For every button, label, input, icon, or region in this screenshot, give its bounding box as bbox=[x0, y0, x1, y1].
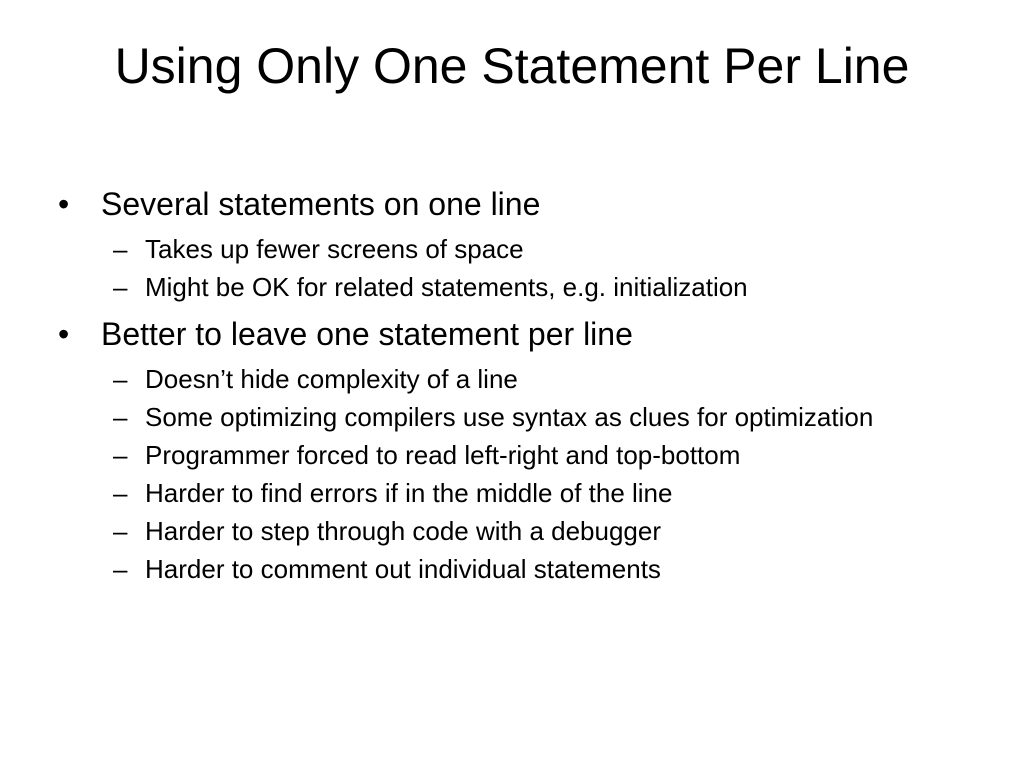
sub-bullet-item bbox=[58, 402, 958, 432]
bullet-marker: • bbox=[58, 316, 70, 352]
sub-bullet-text: Programmer forced to read left-right and top-bottom bbox=[145, 440, 741, 470]
bullet-text: Several statements on one line bbox=[101, 186, 541, 222]
sub-bullet-item bbox=[58, 234, 958, 264]
sub-bullet-marker: – bbox=[113, 402, 128, 432]
sub-bullet-item bbox=[58, 516, 958, 546]
sub-bullet-marker: – bbox=[113, 478, 128, 508]
sub-bullet-marker: – bbox=[113, 234, 128, 264]
bullet-item bbox=[58, 180, 958, 228]
sub-bullet-text: Some optimizing compilers use syntax as clues for optimization bbox=[145, 402, 874, 432]
sub-bullet-marker: – bbox=[113, 364, 128, 394]
bullet-group-2 bbox=[58, 310, 958, 584]
sub-bullet-marker: – bbox=[113, 516, 128, 546]
sub-bullet-text: Doesn’t hide complexity of a line bbox=[145, 364, 518, 394]
sub-bullet-marker: – bbox=[113, 272, 128, 302]
bullet-group-1 bbox=[58, 180, 958, 302]
sub-bullet-item bbox=[58, 272, 958, 302]
sub-bullet-text: Might be OK for related statements, e.g. initialization bbox=[145, 272, 748, 302]
sub-bullet-marker: – bbox=[113, 440, 128, 470]
sub-bullet-item bbox=[58, 440, 958, 470]
sub-bullet-marker: – bbox=[113, 554, 128, 584]
sub-bullet-text: Harder to find errors if in the middle of the line bbox=[145, 478, 673, 508]
sub-bullet-item bbox=[58, 478, 958, 508]
bullet-list bbox=[58, 180, 958, 592]
sub-bullet-text: Harder to step through code with a debugger bbox=[145, 516, 662, 546]
bullet-item bbox=[58, 310, 958, 358]
sub-bullet-item bbox=[58, 554, 958, 584]
sub-bullet-text: Harder to comment out individual statements bbox=[145, 554, 661, 584]
bullet-marker: • bbox=[58, 186, 70, 222]
sub-bullet-text: Takes up fewer screens of space bbox=[145, 234, 524, 264]
bullet-text: Better to leave one statement per line bbox=[101, 316, 633, 352]
sub-bullet-item bbox=[58, 364, 958, 394]
slide-title: Using Only One Statement Per Line bbox=[114, 38, 910, 94]
